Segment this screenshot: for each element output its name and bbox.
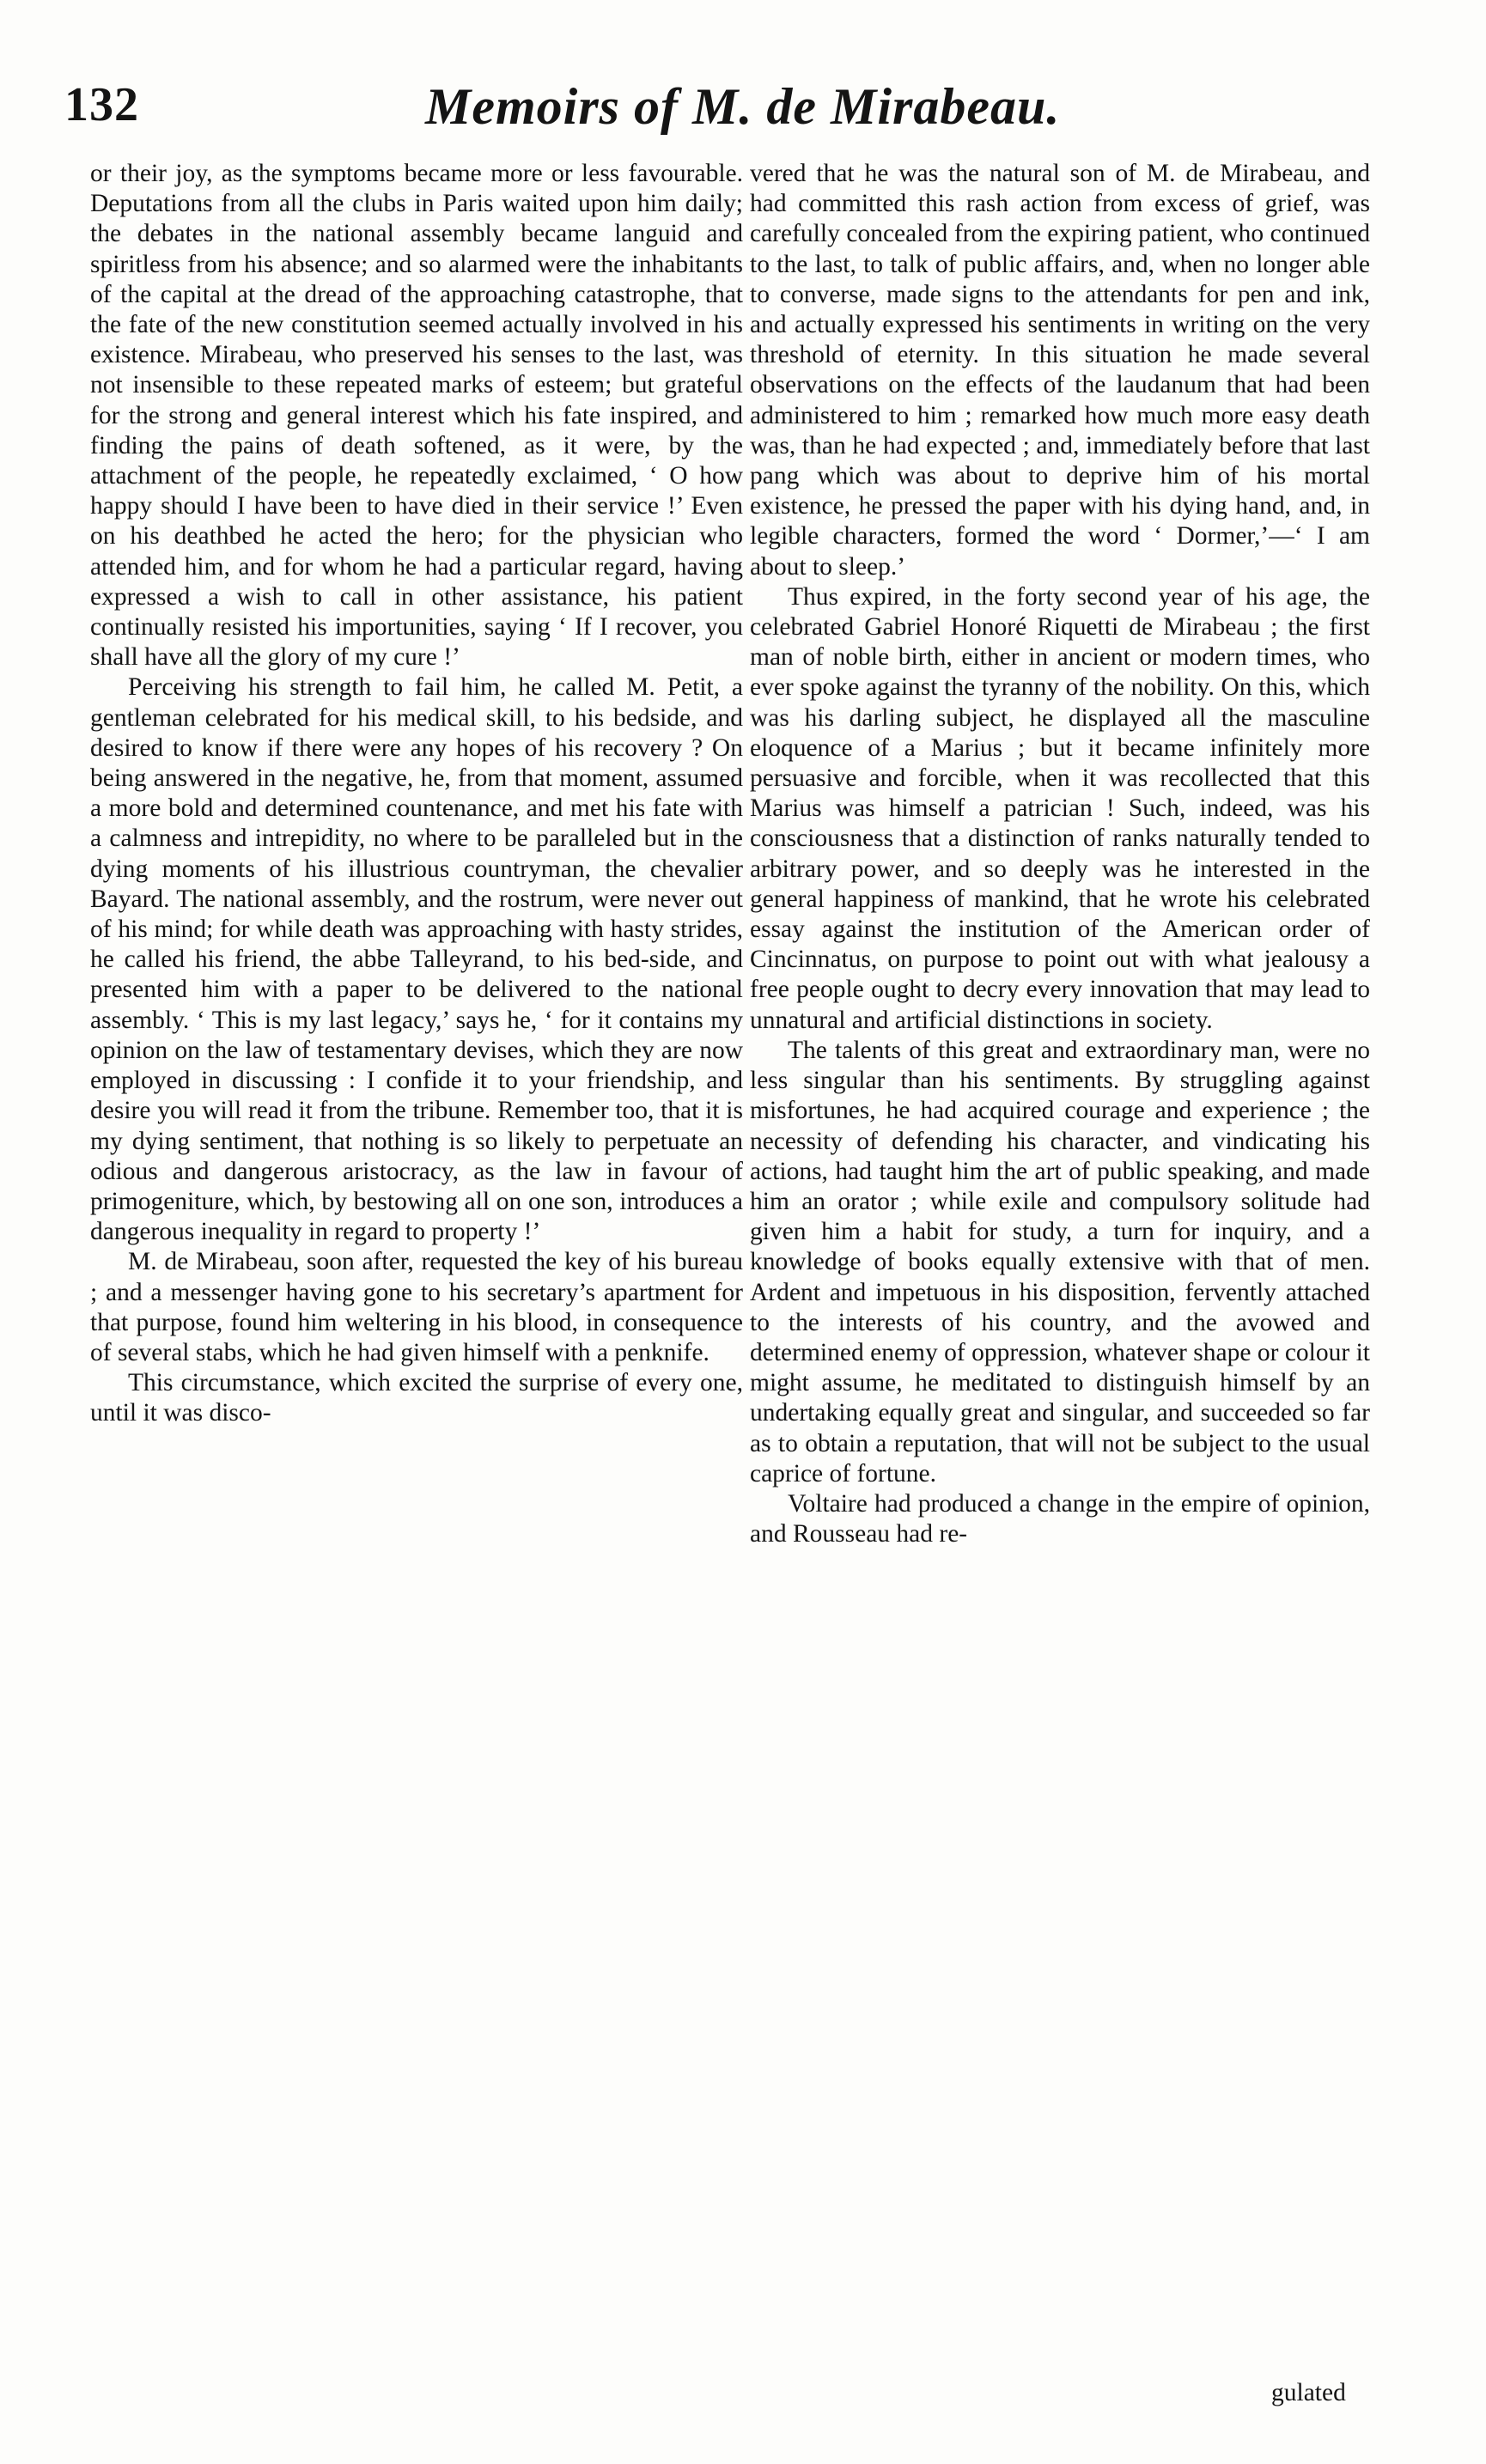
- left-column: [90, 159, 743, 1429]
- paragraph: vered that he was the natural son of M. de Mirabeau, and had committed this rash action from excess of grief, was carefully concealed from the expiring patient, who continued to the last, to talk of public affairs, and, when no longer able to converse, made signs to the attendants for pen and ink, and actually expressed his sentiments in writing on the very threshold of eternity. In this situation he made several observations on the effects of the laudanum that had been administered to him ; remarked how much more easy death was, than he had expected ; and, immediately before that last pang which was about to deprive him of his mortal existence, he pressed the paper with his dying hand, and, in legible characters, formed the word ‘ Dormer,’—‘ I am about to sleep.’: [750, 160, 1370, 581]
- paragraph: Perceiving his strength to fail him, he called M. Petit, a gentleman celebrated for his medical skill, to his bedside, and desired to know if there were any hopes of his recovery ? On being answered in the negative, he, from that moment, assumed a more bold and determined countenance, and met his fate with a calmness and intrepidity, no where to be paralleled but in the dying moments of his illustrious countryman, the chevalier Bayard. The national assembly, and the rostrum, were never out of his mind; for while death was approaching with hasty strides, he called his friend, the abbe Talleyrand, to his bed-side, and presented him with a paper to be delivered to the national assembly. ‘ This is my last legacy,’ says he, ‘ for it contains my opinion on the law of testamentary devises, which they are now employed in discussing : I confide it to your friendship, and desire you will read it from the tribune. Remember too, that it is my dying sentiment, that nothing is so likely to perpetuate an odious and dangerous aristocracy, as the law in favour of primogeniture, which, by bestowing all on one son, introduces a dangerous inequality in regard to property !’: [90, 673, 743, 1246]
- paragraph: or their joy, as the symptoms became more or less favourable. Deputations from all the clubs in Paris waited upon him daily; the debates in the national assembly became languid and spiritless from his absence; and so alarmed were the inhabitants of the capital at the dread of the approaching catastrophe, that the fate of the new constitution seemed actually involved in his existence. Mirabeau, who preserved his senses to the last, was not insensible to these repeated marks of esteem; but grateful for the strong and general interest which his fate inspired, and finding the pains of death softened, as it were, by the attachment of the people, he repeatedly exclaimed, ‘ O how happy should I have been to have died in their service !’ Even on his deathbed he acted the hero; for the physician who attended him, and for whom he had a particular regard, having expressed a wish to call in other assistance, his patient continually resisted his importunities, saying ‘ If I recover, you shall have all the glory of my cure !’: [90, 160, 743, 672]
- right-column: [750, 159, 1370, 1549]
- paragraph: Thus expired, in the forty second year of his age, the celebrated Gabriel Honoré Riquetti de Mirabeau ; the first man of noble birth, either in ancient or modern times, who ever spoke against the tyranny of the nobility. On this, which was his darling subject, he displayed all the masculine eloquence of a Marius ; but it became infinitely more persuasive and forcible, when it was recollected that this Marius was himself a patrician ! Such, indeed, was his consciousness that a distinction of ranks naturally tended to arbitrary power, and so deeply was he interested in the general happiness of mankind, that he wrote his celebrated essay against the institution of the American order of Cincinnatus, on purpose to point out with what jealousy a free people ought to decry every innovation that may lead to unnatural and artificial distinctions in society.: [750, 582, 1370, 1034]
- page-header: [64, 77, 1379, 146]
- page-number: 132: [64, 78, 139, 131]
- paragraph: The talents of this great and extraordinary man, were no less singular than his sentiments. By struggling against misfortunes, he had acquired courage and experience ; the necessity of defending his character, and vindicating his actions, had taught him the art of public speaking, and made him an orator ; while exile and compulsory solitude had given him a habit for study, a turn for inquiry, and a knowledge of books equally extensive with that of men. Ardent and impetuous in his disposition, fervently attached to the interests of his country, and the avowed and determined enemy of oppression, whatever shape or colour it might assume, he meditated to distinguish himself by an undertaking equally great and singular, and succeeded so far as to obtain a reputation, that will not be subject to the usual caprice of fortune.: [750, 1036, 1370, 1488]
- paragraph: This circumstance, which excited the surprise of every one, until it was disco-: [90, 1369, 743, 1427]
- paragraph: Voltaire had produced a change in the empire of opinion, and Rousseau had re-: [750, 1489, 1370, 1548]
- paragraph: M. de Mirabeau, soon after, requested the key of his bureau ; and a messenger having gone to his secretary’s apartment for that purpose, found him weltering in his blood, in consequence of several stabs, which he had given himself with a penknife.: [90, 1248, 743, 1366]
- catchword: gulated: [1271, 2379, 1346, 2406]
- running-head: Memoirs of M. de Mirabeau.: [425, 78, 1061, 135]
